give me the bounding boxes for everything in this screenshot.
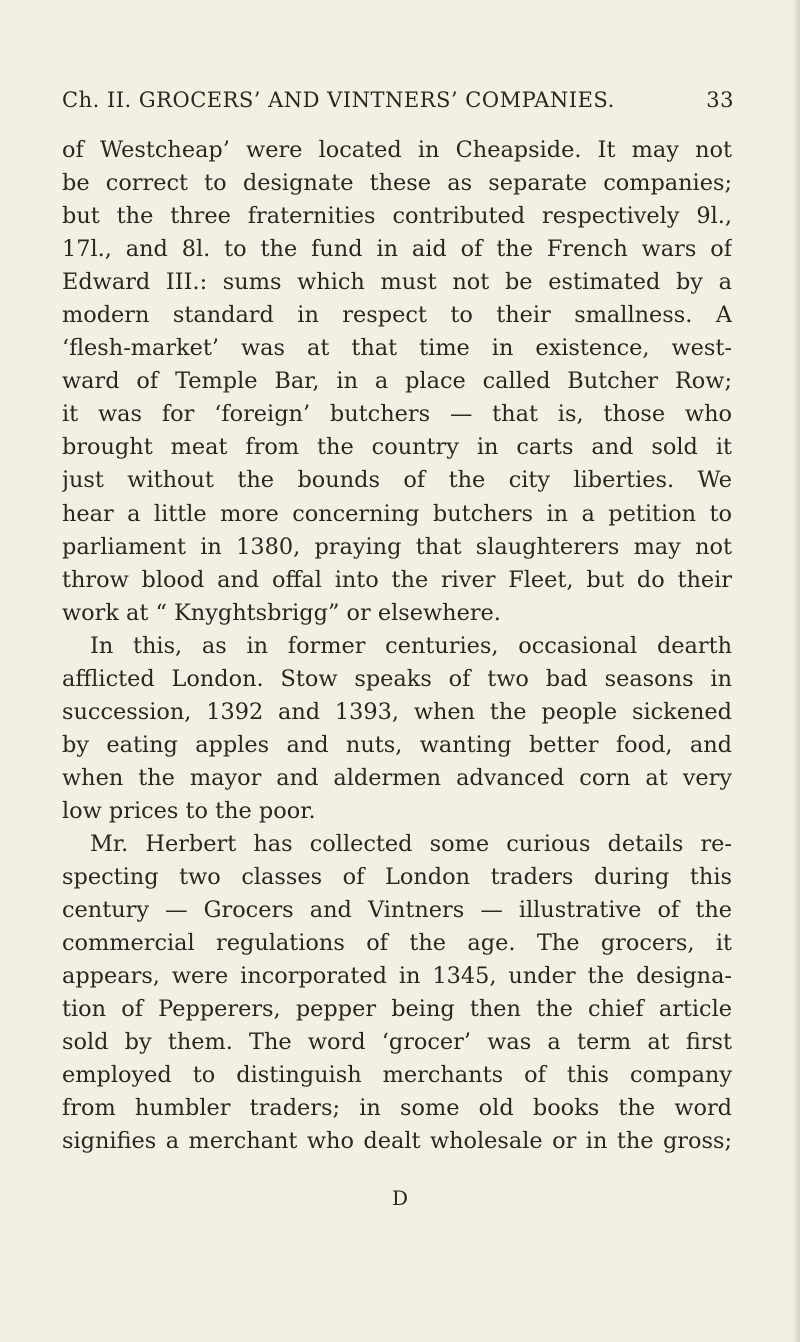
signature-mark: D	[391, 1186, 409, 1210]
text-line: succession, 1392 and 1393, when the people sickened	[62, 698, 732, 725]
text-line: brought meat from the country in carts and sold it	[62, 434, 732, 461]
text-line: tion of Pepperers, pepper being then the chief article	[62, 996, 732, 1023]
text-line: commercial regulations of the age. The grocers, it	[62, 930, 732, 957]
running-head: Ch. II. GROCERS’ AND VINTNERS’ COMPANIES.	[62, 88, 615, 112]
text-line: by eating apples and nuts, wanting better food, and	[62, 731, 732, 758]
text-line: afflicted London. Stow speaks of two bad seasons in	[62, 665, 732, 692]
text-line: from humbler traders; in some old books the word	[62, 1095, 732, 1122]
page-edge-shadow	[792, 0, 800, 1342]
text-line: Mr. Herbert has collected some curious details re-	[90, 830, 732, 857]
text-line: sold by them. The word ‘grocer’ was a term at first	[62, 1029, 732, 1056]
text-line: modern standard in respect to their smallness. A	[62, 302, 732, 329]
text-line: hear a little more concerning butchers in a petition to	[62, 500, 732, 527]
text-line: ward of Temple Bar, in a place called Butcher Row;	[62, 368, 732, 395]
text-line: employed to distinguish merchants of this company	[62, 1062, 732, 1089]
text-line: century — Grocers and Vintners — illustrative of the	[62, 897, 732, 924]
text-line: 17l., and 8l. to the fund in aid of the French wars of	[62, 236, 732, 263]
body-text	[62, 134, 732, 1158]
text-line: ‘flesh-market’ was at that time in existence, west-	[62, 335, 732, 362]
text-line: specting two classes of London traders during this	[62, 864, 732, 891]
text-line: throw blood and offal into the river Fleet, but do their	[62, 566, 732, 593]
text-line: Edward III.: sums which must not be estimated by a	[62, 269, 732, 296]
text-line: just without the bounds of the city liberties. We	[62, 467, 732, 494]
text-line: signifies a merchant who dealt wholesale or in the gross;	[62, 1128, 732, 1155]
text-line: but the three fraternities contributed respectively 9l.,	[62, 203, 732, 230]
running-header	[62, 88, 734, 118]
page-number: 33	[706, 88, 734, 112]
text-line: of Westcheap’ were located in Cheapside. It may not	[62, 137, 732, 163]
text-line: In this, as in former centuries, occasional dearth	[90, 632, 732, 659]
text-line: be correct to designate these as separate companies;	[62, 170, 732, 197]
text-line: work at “ Knyghtsbrigg” or elsewhere.	[62, 599, 501, 626]
text-line: appears, were incorporated in 1345, under the designa-	[62, 963, 732, 990]
text-line: parliament in 1380, praying that slaughterers may not	[62, 533, 732, 560]
text-line: low prices to the poor.	[62, 797, 316, 824]
text-line: it was for ‘foreign’ butchers — that is, those who	[62, 401, 732, 428]
text-line: when the mayor and aldermen advanced corn at very	[62, 764, 732, 791]
